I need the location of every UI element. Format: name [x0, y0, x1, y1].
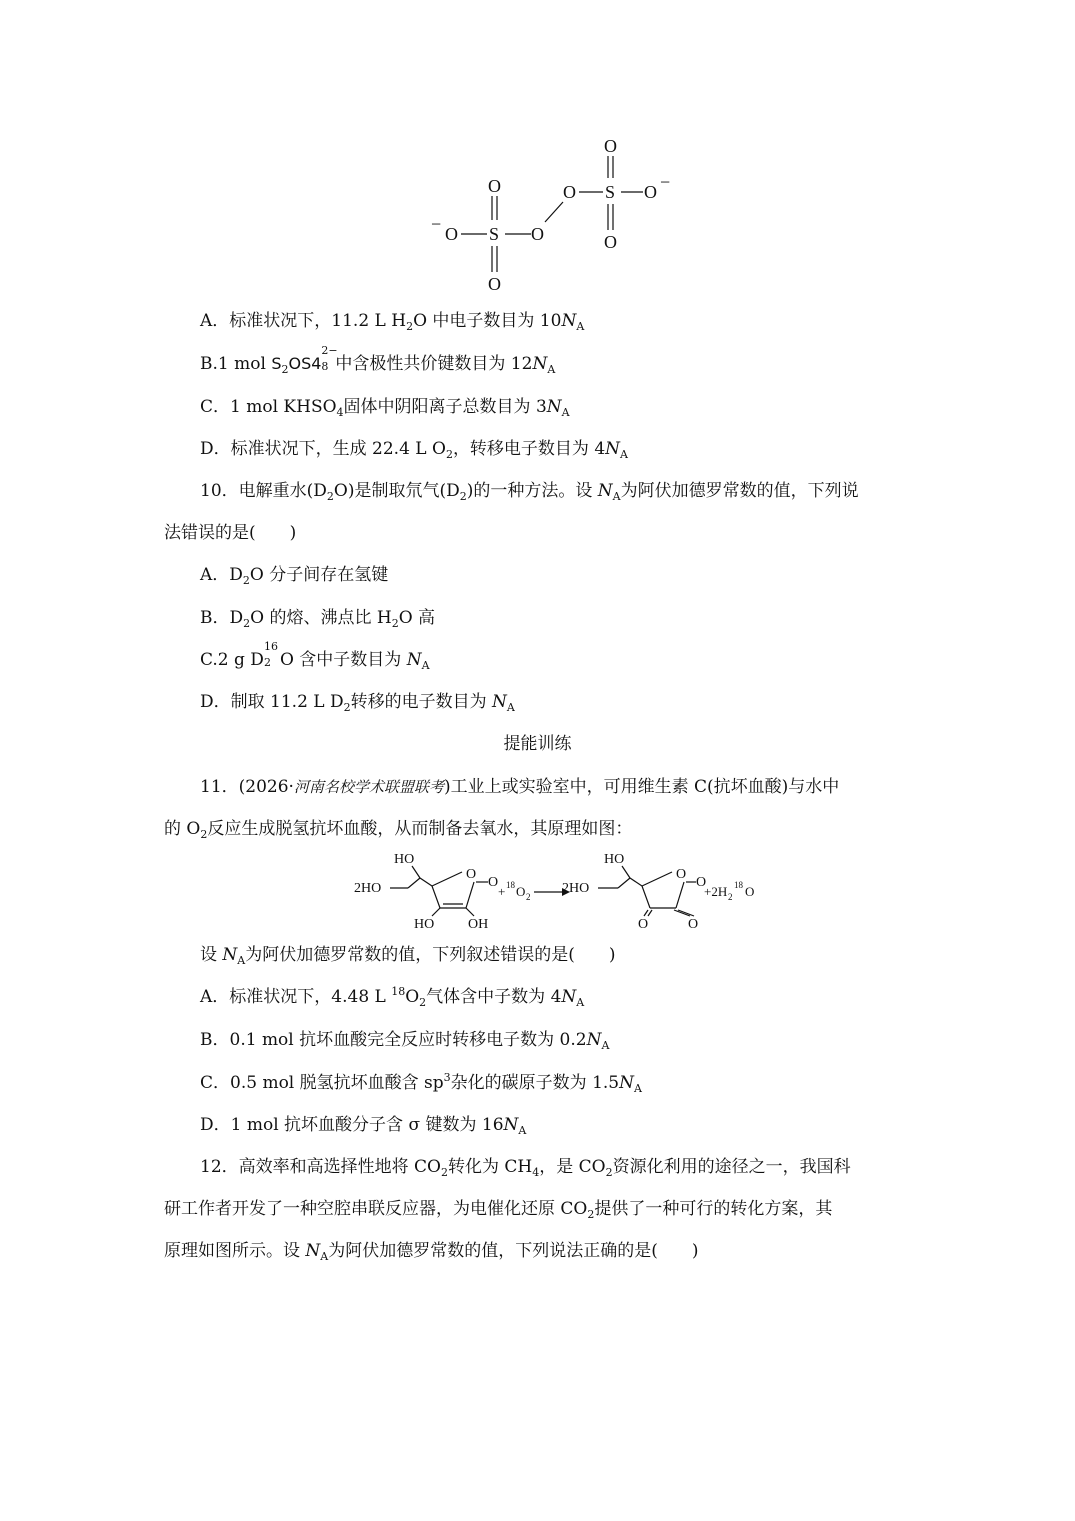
prod-h2o-sub: 2 — [728, 892, 733, 902]
option-11a: A．标准状况下，4.48 L $^{18}O_2$气体含中子数为 $4N_A$ — [200, 985, 585, 1009]
option-10b: B．$D_2O$ 的熔、沸点比 $H_2O$ 高 — [200, 608, 436, 630]
atom-o: O — [644, 182, 657, 202]
option-10d: D．制取 11.2 L $D_2$转移的电子数目为 $N_A$ — [200, 692, 515, 714]
peroxodisulfate-structure — [425, 130, 695, 300]
o2-sub: 2 — [526, 892, 531, 902]
label-oh: OH — [468, 917, 489, 932]
atom-o: O — [488, 274, 501, 294]
ascorbic-acid-reaction — [350, 848, 770, 933]
carbonyl-o: O — [488, 875, 499, 890]
o2-mass: 18 — [506, 880, 515, 890]
prod-ring-o: O — [676, 867, 687, 882]
prod-ketone-o1: O — [638, 917, 649, 932]
atom-o: O — [531, 224, 544, 244]
option-11d: D．1 mol 抗坏血酸分子含 σ 键数为 $16N_A$ — [200, 1115, 527, 1137]
option-9a: A．标准状况下，11.2 L $H_2O$ 中电子数目为 $10N_A$ — [200, 311, 585, 333]
prod-h2o-mass: 18 — [734, 880, 743, 890]
prod-label-ho: HO — [604, 852, 625, 867]
q12-stem-line2: 研工作者开发了一种空腔串联反应器，为电催化还原 $CO_2$提供了一种可行的转化方案，其 — [164, 1199, 833, 1221]
q12-stem-line3: 原理如图所示。设 $N_A$为阿伏加德罗常数的值，下列说法正确的是( ) — [164, 1241, 699, 1263]
q11-stem-line2: 的 $O_2$反应生成脱氢抗坏血酸，从而制备去氧水，其原理如图： — [164, 819, 633, 841]
charge-left: − — [431, 214, 442, 234]
option-11b: B．0.1 mol 抗坏血酸完全反应时转移电子数为 $0.2N_A$ — [200, 1030, 610, 1052]
prod-h2o-prefix: +2H — [704, 884, 728, 899]
q10-stem-line2: 法错误的是( ) — [164, 523, 297, 543]
label-2ho: 2HO — [354, 881, 382, 896]
atom-o: O — [604, 232, 617, 252]
atom-o: O — [445, 224, 458, 244]
atom-o: O — [563, 182, 576, 202]
q11-stem-line1: 11．(2026·河南名校学术联盟联考)工业上或实验室中，可用维生素 C(抗坏血酸)与水中 — [200, 777, 840, 797]
label-ho-top: HO — [394, 852, 415, 867]
prod-label-2ho: 2HO — [562, 881, 590, 896]
atom-s: S — [605, 182, 616, 202]
option-9d: D．标准状况下，生成 22.4 L $O_2$，转移电子数目为 $4N_A$ — [200, 439, 628, 461]
option-10a: A．$D_2O$ 分子间存在氢键 — [200, 565, 389, 587]
charge-right: − — [660, 172, 671, 192]
atom-s: S — [489, 224, 500, 244]
prod-h2o-o: O — [745, 884, 755, 899]
option-9c: C．1 mol $KHSO_4$固体中阴阳离子总数目为 $3N_A$ — [200, 397, 570, 419]
q12-stem-line1: 12．高效率和高选择性地将 $CO_2$转化为 $CH_4$，是 $CO_2$资源化利用的途径之一，我国科 — [200, 1157, 851, 1179]
prod-ketone-o2: O — [688, 917, 699, 932]
atom-o: O — [604, 136, 617, 156]
option-11c: C．0.5 mol 脱氢抗坏血酸含 $sp^3$杂化的碳原子数为 $1.5N_A$ — [200, 1071, 642, 1095]
option-10c: C.2 g D 16 2 O 含中子数目为 $N_A$ — [200, 640, 430, 672]
o2-symbol: O — [516, 884, 526, 899]
option-9b: B.1 mol $S_2OS4$ 2− 8 中含极性共价键数目为 $12N_A$ — [200, 344, 556, 376]
plus-sign: + — [498, 884, 506, 899]
section-title: 提能训练 — [503, 734, 572, 754]
atom-o: O — [488, 176, 501, 196]
prod-carbonyl-o: O — [696, 875, 707, 890]
ring-o: O — [466, 867, 477, 882]
q10-stem-line1: 10．电解重水$(D_2O)$是制取氘气$(D_2)$的一种方法。设 $N_A$为阿伏加德罗常数的值，下列说 — [200, 481, 859, 503]
q11-stem-line3: 设 $N_A$为阿伏加德罗常数的值，下列叙述错误的是( ) — [200, 945, 616, 967]
label-ho-bottom: HO — [414, 917, 435, 932]
